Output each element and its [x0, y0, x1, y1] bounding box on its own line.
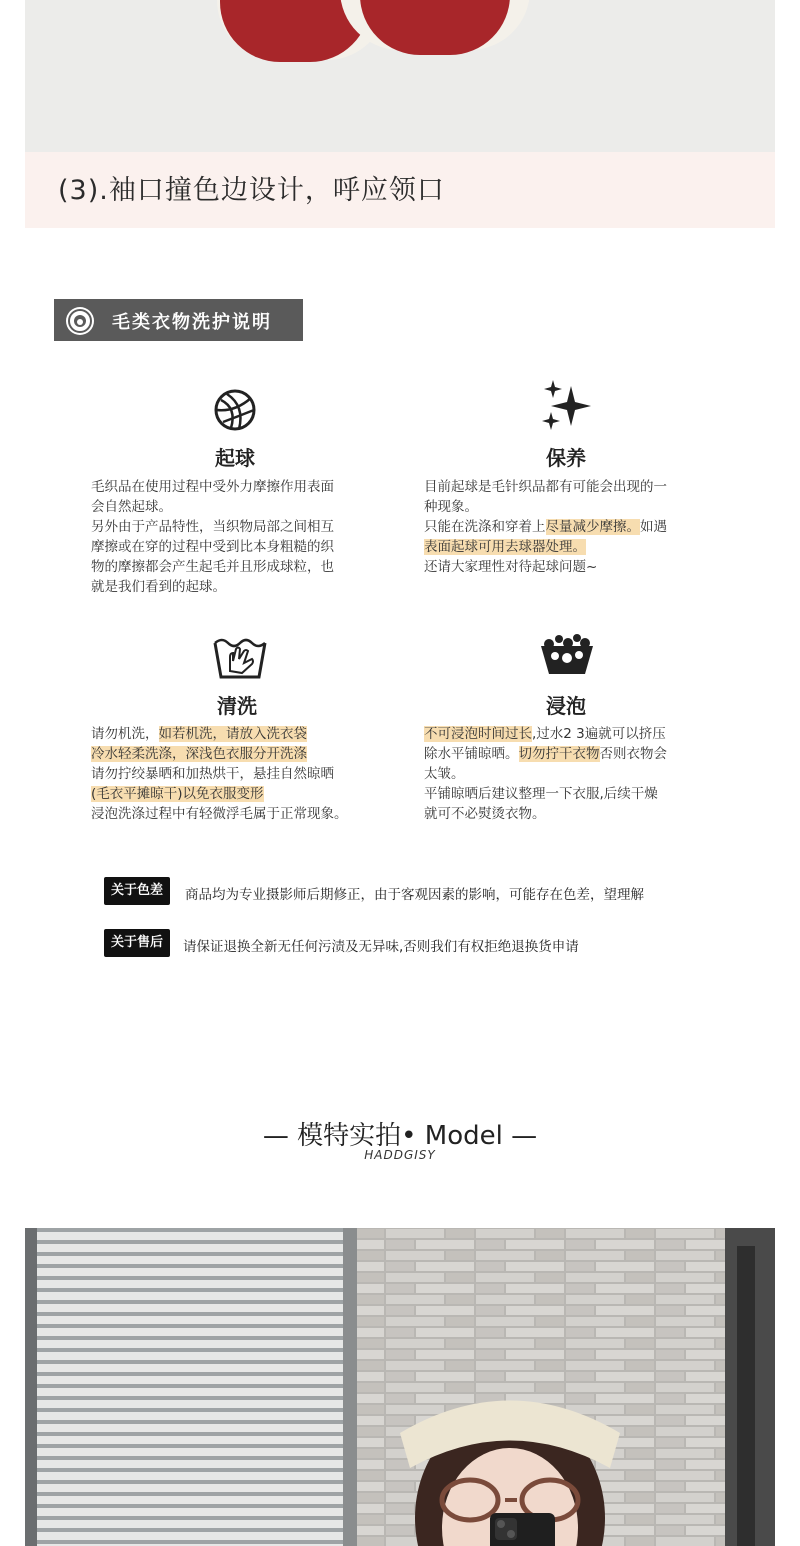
- soaking-line: 不可浸泡时间过长,过水2 3遍就可以挤压: [424, 726, 666, 742]
- model-photo: [25, 1228, 775, 1546]
- product-photo-cuffs: [25, 0, 775, 152]
- soaking-line: 太皱。: [424, 766, 465, 782]
- maintenance-title: 保养: [546, 446, 586, 470]
- washing-line: [91, 784, 391, 804]
- soaking-text: [424, 724, 724, 824]
- pilling-line: 物的摩擦都会产生起毛并且形成球粒，也: [91, 559, 334, 575]
- maintenance-line: 目前起球是毛针织品都有可能会出现的一: [424, 479, 667, 495]
- washing-line: [91, 744, 391, 764]
- pilling-line: 另外由于产品特性，当织物局部之间相互: [91, 519, 334, 535]
- maintenance-line: [424, 537, 724, 557]
- maintenance-line: 只能在洗涤和穿着上尽量减少摩擦。如遇: [424, 519, 667, 535]
- highlight: 尽量减少摩擦。: [545, 519, 640, 535]
- soaking-title: 浸泡: [546, 694, 586, 718]
- soaking-basin-icon: [539, 634, 595, 680]
- hand-wash-icon: [212, 631, 268, 685]
- pilling-title: 起球: [215, 446, 255, 470]
- maintenance-line: 还请大家理性对待起球问题~: [424, 559, 598, 575]
- sparkle-icon: [539, 378, 593, 438]
- washing-line: 请勿机洗，如若机洗，请放入洗衣袋: [91, 726, 307, 742]
- washing-title: 清洗: [217, 694, 257, 718]
- yarn-ball-icon: [213, 388, 257, 436]
- soaking-line: 除水平铺晾晒。切勿拧干衣物否则衣物会: [424, 746, 667, 762]
- washing-line: 请勿拧绞暴晒和加热烘干，悬挂自然晾晒: [91, 766, 334, 782]
- after-sale-tag: 关于售后: [104, 929, 170, 957]
- color-difference-tag: 关于色差: [104, 877, 170, 905]
- washing-text: [91, 724, 391, 824]
- highlight: 冷水轻柔洗涤，深浅色衣服分开洗涤: [91, 746, 307, 762]
- after-sale-text: 请保证退换全新无任何污渍及无异味,否则我们有权拒绝退换货申请: [183, 939, 579, 955]
- model-section-subtitle: HADDGISY: [364, 1148, 436, 1162]
- model-photo-illustration: [25, 1228, 775, 1546]
- highlight: 切勿拧干衣物: [518, 746, 600, 762]
- pilling-line: 毛织品在使用过程中受外力摩擦作用表面: [91, 479, 334, 495]
- highlight: (毛衣平摊晾干)以免衣服变形: [91, 786, 264, 802]
- washing-line: 浸泡洗涤过程中有轻微浮毛属于正常现象。: [91, 806, 348, 822]
- pilling-line: 就是我们看到的起球。: [91, 579, 226, 595]
- caption-text: (3).袖口撞色边设计，呼应领口: [58, 175, 445, 206]
- highlight: 表面起球可用去球器处理。: [424, 539, 586, 555]
- sheep-logo-icon: [66, 307, 94, 335]
- highlight: 不可浸泡时间过长: [424, 726, 532, 742]
- soaking-line: 平铺晾晒后建议整理一下衣服,后续干燥: [424, 786, 658, 802]
- highlight: 如若机洗，请放入洗衣袋: [158, 726, 307, 742]
- color-difference-text: 商品均为专业摄影师后期修正，由于客观因素的影响，可能存在色差，望理解: [185, 887, 644, 903]
- care-section-title: 毛类衣物洗护说明: [112, 312, 272, 333]
- pilling-text: [91, 477, 391, 597]
- soaking-line: 就可不必熨烫衣物。: [424, 806, 546, 822]
- pilling-line: 会自然起球。: [91, 499, 172, 515]
- maintenance-text: [424, 477, 724, 577]
- maintenance-line: 种现象。: [424, 499, 478, 515]
- model-section-title: — 模特实拍• Model —: [262, 1121, 538, 1151]
- pilling-line: 摩擦或在穿的过程中受到比本身粗糙的织: [91, 539, 334, 555]
